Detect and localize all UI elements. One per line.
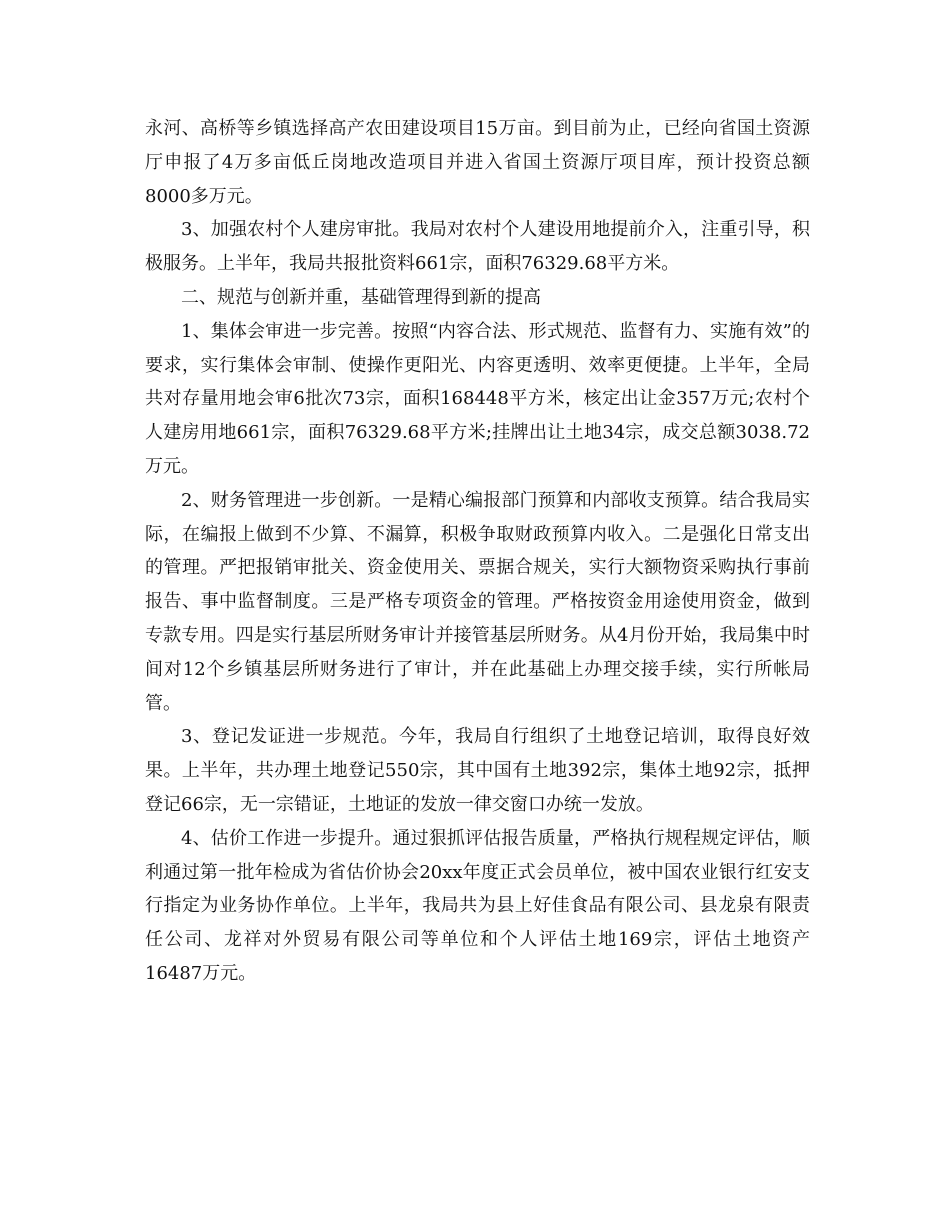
section-heading-standardization: 二、规范与创新并重，基础管理得到新的提高 <box>181 286 541 308</box>
paragraph-rural-housing-approval: 3、加强农村个人建房审批。我局对农村个人建设用地提前介入，注重引导，积极服务。上半年，我局共报批资料661宗，面积76329.68平方米。 <box>145 219 810 275</box>
paragraph-land-registration: 3、登记发证进一步规范。今年，我局自行组织了土地登记培训，取得良好效果。上半年，共办理土地登记550宗，其中国有土地392宗，集体土地92宗，抵押登记66宗，无一宗错证，土地证的发放一律交窗口办统一发放。 <box>145 726 810 815</box>
document-body <box>145 112 810 991</box>
paragraph-collective-review: 1、集体会审进一步完善。按照“内容合法、形式规范、监督有力、实施有效”的要求，实行集体会审制、使操作更阳光、内容更透明、效率更便捷。上半年，全局共对存量用地会审6批次73宗，面积168448平方米，核定出让金357万元;农村个人建房用地661宗，面积76329.68平方米;挂牌出让土地34宗，成交总额3038.72万元。 <box>145 320 810 477</box>
paragraph-valuation-work: 4、估价工作进一步提升。通过狠抓评估报告质量，严格执行规程规定评估，顺利通过第一批年检成为省估价协会20xx年度正式会员单位，被中国农业银行红安支行指定为业务协作单位。上半年，我局共为县上好佳食品有限公司、县龙泉有限责任公司、龙祥对外贸易有限公司等单位和个人评估土地169宗，评估土地资产16487万元。 <box>145 827 810 984</box>
paragraph-financial-management: 2、财务管理进一步创新。一是精心编报部门预算和内部收支预算。结合我局实际，在编报上做到不少算、不漏算，积极争取财政预算内收入。二是强化日常支出的管理。严把报销审批关、资金使用关、票据合规关，实行大额物资采购执行事前报告、事中监督制度。三是严格专项资金的管理。严格按资金用途使用资金，做到专款专用。四是实行基层所财务审计并接管基层所财务。从4月份开始，我局集中时间对12个乡镇基层所财务进行了审计，并在此基础上办理交接手续，实行所帐局管。 <box>145 489 810 714</box>
paragraph-farmland-projects: 永河、高桥等乡镇选择高产农田建设项目15万亩。到目前为止，已经向省国土资源厅申报了4万多亩低丘岗地改造项目并进入省国土资源厅项目库，预计投资总额8000多万元。 <box>145 118 810 207</box>
